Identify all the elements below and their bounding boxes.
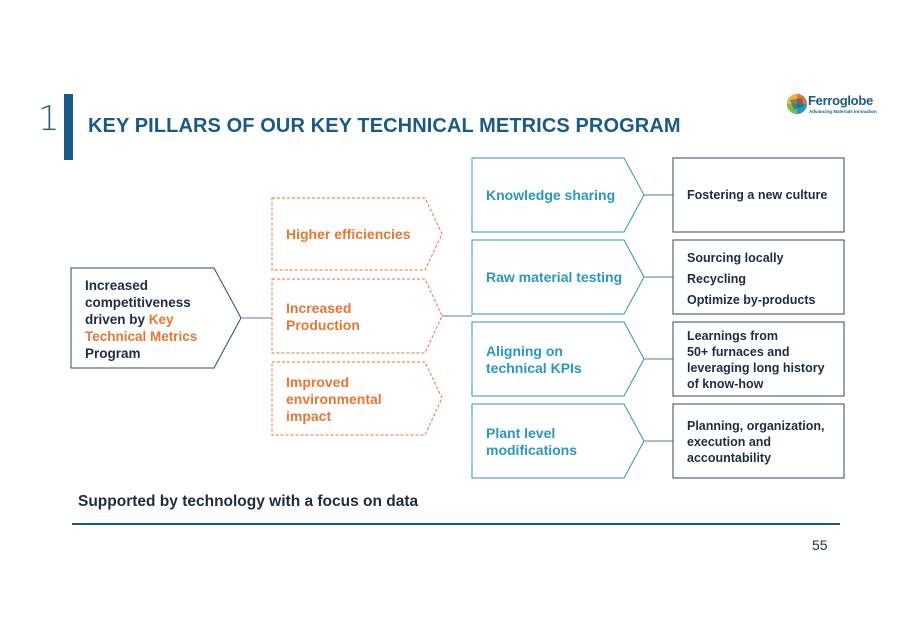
page-title: KEY PILLARS OF OUR KEY TECHNICAL METRICS PROGRAM: [88, 115, 681, 137]
footer-divider: [72, 523, 840, 525]
outcome-label-4: [687, 418, 825, 466]
source-line-3-highlight: Key: [148, 312, 174, 327]
outcome-1-line-1: Fostering a new culture: [687, 188, 828, 202]
pillar-3-line-2: technical KPIs: [486, 360, 582, 376]
outcome-label-3: [687, 328, 825, 392]
source-line-1: Increased: [85, 278, 149, 293]
objective-3-line-2: environmental: [286, 391, 382, 407]
outcome-4-line-2: execution and: [687, 435, 772, 449]
outcome-2-line-1: Sourcing locally: [687, 251, 784, 265]
outcome-label-1: [687, 187, 827, 203]
pillar-4-line-1: Plant level: [486, 425, 556, 441]
pillar-label-4: [486, 425, 577, 459]
objective-1-line-1: Higher efficiencies: [286, 226, 411, 242]
outcome-4-line-1: Planning, organization,: [687, 419, 825, 433]
objective-2-line-1: Increased: [286, 300, 352, 316]
objective-2-line-2: Production: [286, 317, 360, 333]
outcome-label-2: [687, 248, 815, 311]
footer-statement: Supported by technology with a focus on data: [78, 493, 419, 510]
section-number: 1: [38, 99, 60, 139]
source-line-2: competitiveness: [85, 295, 191, 310]
pillar-1-line-1: Knowledge sharing: [486, 187, 616, 203]
objective-label-1: [286, 226, 411, 243]
objective-3-line-1: Improved: [286, 374, 350, 390]
objective-label-2: [286, 300, 360, 334]
outcome-3-line-2: 50+ furnaces and: [687, 345, 790, 359]
pillar-label-3: [486, 343, 582, 377]
pillar-label-1: [486, 187, 615, 204]
outcome-3-line-1: Learnings from: [687, 329, 778, 343]
pillar-label-2: [486, 269, 622, 286]
outcome-4-line-3: accountability: [687, 451, 772, 465]
outcome-2-line-3: Optimize by-products: [687, 293, 816, 307]
objective-label-3: [286, 374, 382, 425]
logo-wordmark: Ferroglobe: [808, 93, 873, 108]
outcome-3-line-4: of know-how: [687, 377, 764, 391]
pillar-2-line-1: Raw material testing: [486, 269, 623, 285]
page-number: 55: [812, 537, 828, 553]
outcome-3-line-3: leveraging long history: [687, 361, 825, 375]
logo-tagline: Advancing Materials Innovation: [809, 109, 877, 114]
source-line-4: Technical Metrics: [85, 329, 198, 344]
source-line-3: [85, 311, 197, 328]
source-line-3-prefix: driven by: [85, 312, 149, 327]
outcome-2-line-2: Recycling: [687, 272, 747, 286]
source-label: [85, 277, 197, 362]
pillar-4-line-2: modifications: [486, 442, 578, 458]
source-line-5: Program: [85, 346, 141, 361]
pillar-3-line-1: Aligning on: [486, 343, 563, 359]
objective-3-line-3: impact: [286, 408, 332, 424]
